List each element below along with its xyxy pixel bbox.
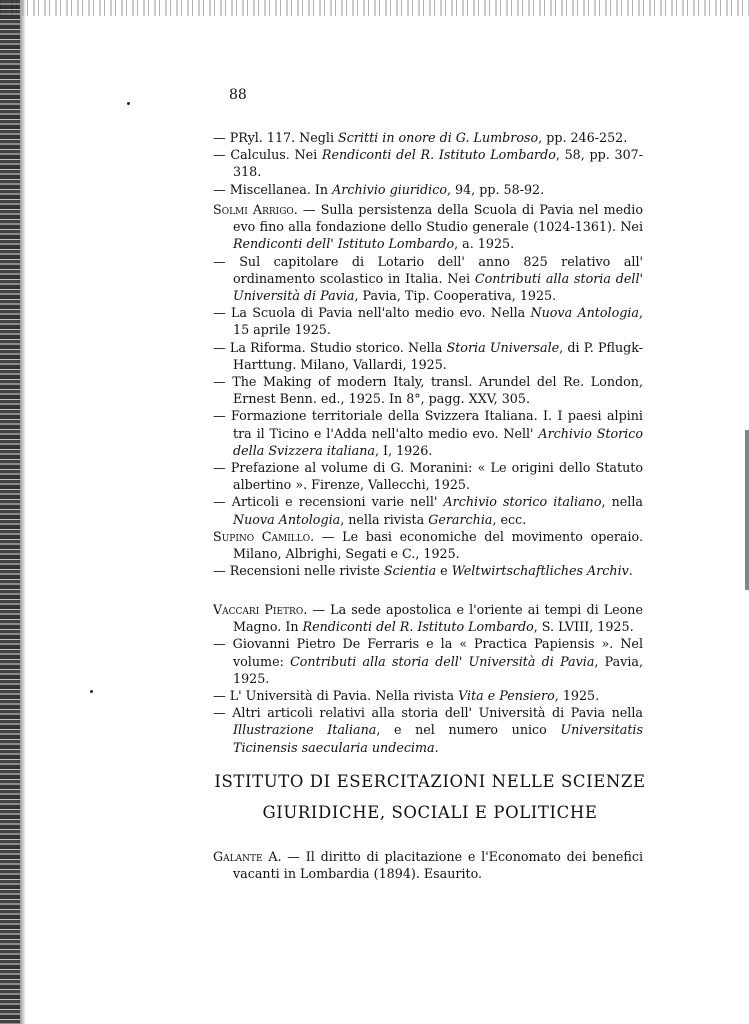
bibliography-entry [213,601,643,635]
entry-text: . [434,739,439,755]
publication-title: Rendiconti dell' Istituto Lombardo [233,236,455,252]
entry-text: — Sulla persistenza della Scuola di Pavia nel medio evo fino alla fondazione dello Studio generale (1024-1361). Nei [233,202,643,235]
publication-title: Archivio storico italiano [443,494,602,510]
scan-edge-top [0,0,749,16]
publication-title: Storia Universale [446,339,560,355]
speck [90,690,93,693]
entry-text: , nella rivista [340,511,429,527]
bibliography-entry [213,459,643,493]
bibliography-entry [213,129,643,146]
entry-text: , 58, pp. 307-318. [233,147,643,180]
entry-text: , 1925. [554,688,600,704]
bibliography-entry [213,304,643,338]
entry-text: — Altri articoli relativi alla storia dell' Università di Pavia nella [213,705,643,721]
bibliography-entry [213,562,643,579]
entry-text: — Recensioni nelle riviste [213,563,384,579]
entry-text: e [436,563,452,579]
publication-title: Contributi alla storia dell' Università di Pavia [290,653,595,669]
bibliography-entry [213,528,643,562]
bibliography-block-vaccari [213,601,643,756]
bibliography-block-galante [213,848,643,882]
bibliography-entry [213,407,643,459]
publication-title: Nuova Antologia [233,511,341,527]
entry-text: — Articoli e recensioni varie nell' [213,494,444,510]
bibliography-entry [213,704,643,756]
entry-text: , a. 1925. [454,236,515,252]
entry-text: — Formazione territoriale della Svizzera Italiana. I. I paesi alpini tra il Ticino e l'Adda nell'alto medio evo. Nell' [213,408,643,441]
bibliography-entry [213,181,643,198]
speck [127,102,130,105]
entry-text: — Calculus. Nei [213,147,322,163]
publication-title: Vita e Pensiero [458,688,555,704]
bibliography-entry [213,253,643,305]
author-name: Galante A. [213,849,282,864]
entry-text: — La Riforma. Studio storico. Nella [213,339,447,355]
entry-text: , di P. Pflugk-Harttung. Milano, Vallardi, 1925. [233,339,643,372]
entry-text: , e nel numero unico [376,722,561,738]
entry-text: , ecc. [492,511,527,527]
entry-text: — La sede apostolica e l'oriente ai tempi di Leone Magno. In [233,602,643,635]
entry-text: , 15 aprile 1925. [233,305,643,338]
scan-edge-right [745,430,749,590]
publication-title: Gerarchia [428,511,493,527]
entry-text: — Il diritto di placitazione e l'Economato dei benefici vacanti in Lombardia (1894). Esaurito. [233,849,643,882]
bibliography-entry [213,848,643,882]
entry-text: , I, 1926. [374,442,433,458]
publication-title: Archivio giuridico [332,181,447,197]
publication-title: Weltwirtschaftliches Archiv [451,563,629,579]
bibliography-block-continued [213,129,643,198]
entry-text: — Prefazione al volume di G. Moranini: « Le origini dello Statuto albertino ». Firenze, Vallecchi, 1925. [213,460,643,493]
entry-text: , 94, pp. 58-92. [446,181,545,197]
section-title-line-1: ISTITUTO DI ESERCITAZIONI NELLE SCIENZE [214,772,646,791]
entry-text: — L' Università di Pavia. Nella rivista [213,688,459,704]
publication-title: Universitatis Ticinensis saecularia undecima [233,722,643,755]
page-number: 88 [229,87,247,103]
entry-text: — The Making of modern Italy, transl. Arundel del Re. London, Ernest Benn. ed., 1925. In 8°, pagg. XXV, 305. [213,374,643,407]
entry-text: — Miscellanea. In [213,181,333,197]
author-name: Supino Camillo. [213,529,322,544]
bibliography-entry [213,146,643,180]
entry-text: , Pavia, 1925. [233,653,643,686]
entry-text: , Pavia, Tip. Cooperativa, 1925. [354,288,557,304]
scan-shadow-left [20,0,26,1024]
bibliography-block-solmi [213,201,643,528]
bibliography-entry [213,339,643,373]
publication-title: Archivio Storico della Svizzera italiana [233,425,643,458]
publication-title: Rendiconti del R. Istituto Lombardo [302,619,534,635]
entry-text: — La Scuola di Pavia nell'alto medio evo. Nella [213,305,531,321]
entry-text: — PRyl. 117. Negli [213,130,339,145]
publication-title: Scritti in onore di G. Lumbroso [338,130,539,145]
bibliography-entry [213,635,643,687]
entry-text: — Le basi economiche del movimento operaio. Milano, Albrighi, Segati e C., 1925. [233,529,643,562]
section-title-line-2: GIURIDICHE, SOCIALI E POLITICHE [262,803,598,822]
bibliography-entry [213,201,643,253]
entry-text: — Sul capitolare di Lotario dell' anno 825 relativo all' ordinamento scolastico in Italia. Nei [213,253,643,286]
scan-edge-left [0,0,20,1024]
bibliography-block-supino [213,528,643,580]
bibliography-entry [213,493,643,527]
bibliography-entry [213,687,643,704]
publication-title: Scientia [383,563,437,579]
entry-text: — Giovanni Pietro De Ferraris e la « Practica Papiensis ». Nel volume: [213,636,643,669]
publication-title: Illustrazione Italiana [233,722,377,738]
publication-title: Rendiconti del R. Istituto Lombardo [321,147,556,163]
publication-title: Contributi alla storia dell' Università di Pavia [233,270,643,304]
entry-text: , nella [601,494,643,510]
author-name: Solmi Arrigo. [213,202,303,217]
publication-title: Nuova Antologia [530,305,639,321]
entry-text: . [628,563,633,579]
author-name: Vaccari Pietro. [213,602,313,617]
entry-text: , pp. 246-252. [538,130,628,145]
bibliography-entry [213,373,643,407]
entry-text: , S. LVIII, 1925. [533,619,634,635]
